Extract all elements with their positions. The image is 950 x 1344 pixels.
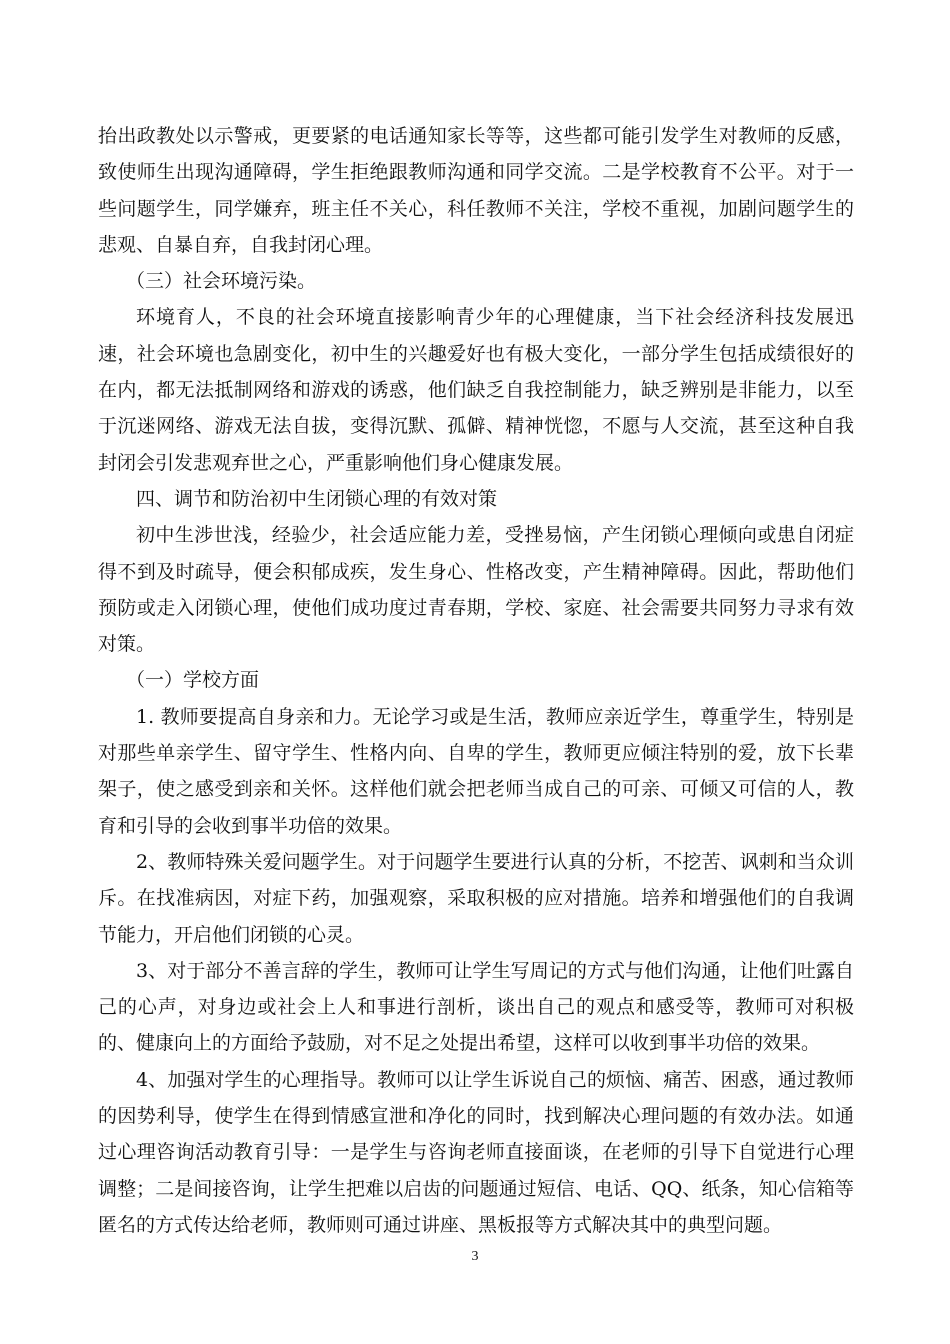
paragraph-continuation: 抬出政教处以示警戒，更要紧的电话通知家长等等，这些都可能引发学生对教师的反感，致使师生出现沟通障碍，学生拒绝跟教师沟通和同学交流。二是学校教育不公平。对于一些问题学生，同学嫌弃，班主任不关心，科任教师不关注，学校不重视，加剧问题学生的悲观、自暴自弃，自我封闭心理。 — [98, 125, 854, 256]
list-item-1: 1. 教师要提高自身亲和力。无论学习或是生活，教师应亲近学生，尊重学生，特别是对那些单亲学生、留守学生、性格内向、自卑的学生，教师更应倾注特别的爱，放下长辈架子，使之感受到亲和关怀。这样他们就会把老师当成自己的可亲、可倾又可信的人，教育和引导的会收到事半功倍的效果。 — [98, 705, 854, 837]
section-heading-countermeasures: 四、调节和防治初中生闭锁心理的有效对策 — [136, 487, 498, 510]
list-item-2: 2、教师特殊关爱问题学生。对于问题学生要进行认真的分析，不挖苦、讽刺和当众训斥。在找准病因，对症下药，加强观察，采取积极的应对措施。培养和增强他们的自我调节能力，开启他们闭锁的心灵。 — [98, 850, 854, 946]
page-body — [98, 118, 854, 1243]
paragraph-countermeasures-intro: 初中生涉世浅，经验少，社会适应能力差，受挫易恼，产生闭锁心理倾向或患自闭症得不到及时疏导，便会积郁成疾，发生身心、性格改变，产生精神障碍。因此，帮助他们预防或走入闭锁心理，使他们成功度过青春期，学校、家庭、社会需要共同努力寻求有效对策。 — [98, 524, 854, 656]
list-item-3: 3、对于部分不善言辞的学生，教师可让学生写周记的方式与他们沟通，让他们吐露自己的心声，对身边或社会上人和事进行剖析，谈出自己的观点和感受等，教师可对积极的、健康向上的方面给予鼓励，对不足之处提出希望，这样可以收到事半功倍的效果。 — [98, 959, 854, 1055]
paragraph-social-environment: 环境育人，不良的社会环境直接影响青少年的心理健康，当下社会经济科技发展迅速，社会环境也急剧变化，初中生的兴趣爱好也有极大变化，一部分学生包括成绩很好的在内，都无法抵制网络和游戏的诱惑，他们缺乏自我控制能力，缺乏辨别是非能力，以至于沉迷网络、游戏无法自拔，变得沉默、孤僻、精神恍惚，不愿与人交流，甚至这种自我封闭会引发悲观弃世之心，严重影响他们身心健康发展。 — [98, 306, 854, 474]
list-item-4: 4、加强对学生的心理指导。教师可以让学生诉说自己的烦恼、痛苦、困惑，通过教师的因势利导，使学生在得到情感宣泄和净化的同时，找到解决心理问题的有效办法。如通过心理咨询活动教育引导：一是学生与咨询老师直接面谈，在老师的引导下自觉进行心理调整；二是间接咨询，让学生把难以启齿的问题通过短信、电话、QQ、纸条，知心信箱等匿名的方式传达给老师，教师则可通过讲座、黑板报等方式解决其中的典型问题。 — [98, 1068, 854, 1236]
section-heading-social-environment: （三）社会环境污染。 — [126, 270, 317, 293]
section-heading-school: （一）学校方面 — [126, 669, 260, 692]
page-number: 3 — [471, 1249, 479, 1264]
